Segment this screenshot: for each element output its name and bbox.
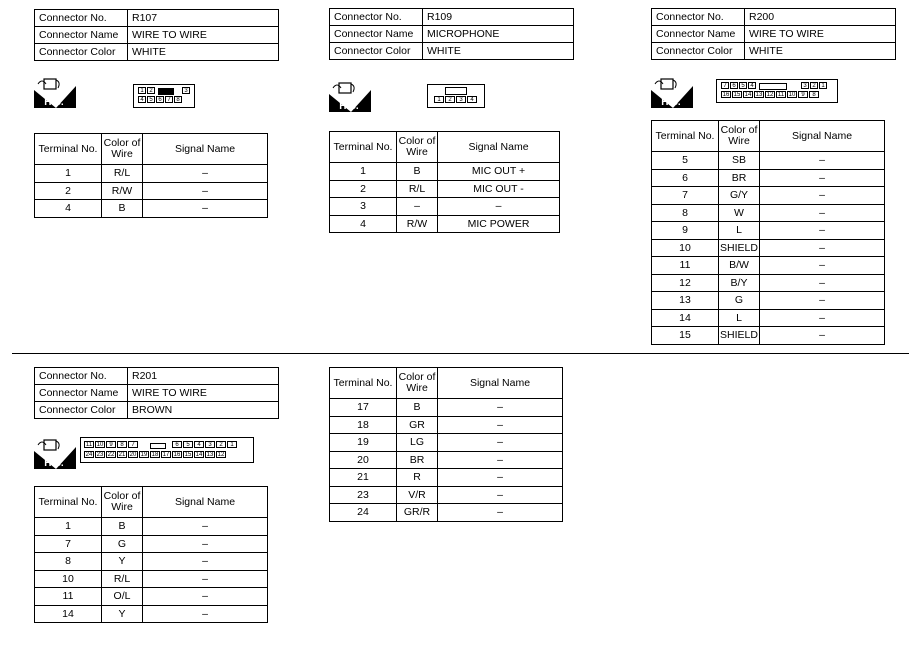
- label-connector-color: Connector Color: [652, 43, 745, 60]
- pin: 11: [85, 442, 93, 448]
- table-row: 24 GR/R –: [330, 504, 563, 522]
- r109-name: MICROPHONE: [423, 26, 574, 43]
- label-connector-no: Connector No.: [35, 368, 128, 385]
- r201-no: R201: [128, 368, 279, 385]
- r201-terminal-table: [34, 486, 268, 623]
- pin: 4: [138, 96, 146, 103]
- pin: 20: [129, 452, 137, 458]
- pin: 4: [467, 96, 477, 103]
- r107-no: R107: [128, 10, 279, 27]
- header-color-of-wire: Color of Wire: [397, 368, 438, 399]
- pin: 10: [788, 92, 796, 98]
- pin: 7: [165, 96, 173, 103]
- header-terminal-no: Terminal No.: [330, 368, 397, 399]
- header-color-of-wire: Color of Wire: [102, 487, 143, 518]
- table-row: 2 R/W –: [35, 182, 268, 200]
- pin: 10: [96, 442, 104, 448]
- table-row: 3 – –: [330, 198, 560, 216]
- r200-connector-view: [716, 79, 838, 103]
- pin: 9: [106, 441, 116, 448]
- r109-terminal-table: [329, 131, 560, 233]
- table-row: 18 GR –: [330, 416, 563, 434]
- label-connector-name: Connector Name: [35, 385, 128, 402]
- r201-color: BROWN: [128, 402, 279, 419]
- label-connector-name: Connector Name: [652, 26, 745, 43]
- table-row: 7 G/Y –: [652, 187, 885, 205]
- r107-info-table: [34, 9, 279, 61]
- table-row: 17 B –: [330, 399, 563, 417]
- table-row: 1 R/L –: [35, 165, 268, 183]
- hand-connector-icon: [651, 76, 693, 108]
- r201-connector-view: [80, 437, 254, 463]
- header-terminal-no: Terminal No.: [330, 132, 397, 163]
- pin: 3: [456, 96, 466, 103]
- pin: 12: [217, 452, 225, 458]
- header-color-of-wire: Color of Wire: [102, 134, 143, 165]
- header-color-of-wire: Color of Wire: [397, 132, 438, 163]
- label-connector-name: Connector Name: [35, 27, 128, 44]
- header-signal-name: Signal Name: [143, 134, 268, 165]
- r107-color: WHITE: [128, 44, 279, 61]
- svg-text:H.S.: H.S.: [339, 101, 359, 112]
- pin: 9: [798, 91, 808, 98]
- pin: 5: [147, 96, 155, 103]
- pin: 3: [205, 441, 215, 448]
- pin: 1: [138, 87, 146, 94]
- r109-connector-view: [427, 84, 485, 108]
- latch: [158, 88, 174, 95]
- latch: [759, 83, 787, 90]
- r201-cont-terminal-table: [329, 367, 563, 522]
- pin: 13: [755, 92, 763, 98]
- svg-text:H.S.: H.S.: [44, 458, 64, 469]
- r200-terminal-table: [651, 120, 885, 345]
- svg-text:H.S.: H.S.: [661, 97, 681, 108]
- r200-color: WHITE: [745, 43, 896, 60]
- header-signal-name: Signal Name: [438, 132, 560, 163]
- pin: 23: [96, 452, 104, 458]
- pin: 7: [721, 82, 729, 89]
- section-divider: [12, 353, 909, 354]
- table-row: 4 B –: [35, 200, 268, 218]
- pin: 24: [85, 452, 93, 458]
- r109-no: R109: [423, 9, 574, 26]
- r107-terminal-table: [34, 133, 268, 218]
- table-row: 23 V/R –: [330, 486, 563, 504]
- hand-connector-icon: [34, 76, 76, 108]
- table-row: 9 L –: [652, 222, 885, 240]
- table-row: 21 R –: [330, 469, 563, 487]
- table-row: 7 G –: [35, 535, 268, 553]
- header-signal-name: Signal Name: [438, 368, 563, 399]
- table-row: 14 Y –: [35, 605, 268, 623]
- table-row: 15 SHIELD –: [652, 327, 885, 345]
- pin: 2: [810, 82, 818, 89]
- table-row: 5 SB –: [652, 152, 885, 170]
- r109-color: WHITE: [423, 43, 574, 60]
- pin: 8: [174, 96, 182, 103]
- pin: 2: [445, 96, 455, 103]
- pin: 16: [722, 92, 730, 98]
- table-row: 4 R/W MIC POWER: [330, 215, 560, 233]
- pin: 8: [809, 91, 819, 98]
- latch: [445, 87, 467, 95]
- pin: 19: [140, 452, 148, 458]
- table-row: 12 B/Y –: [652, 274, 885, 292]
- table-row: 13 G –: [652, 292, 885, 310]
- label-connector-name: Connector Name: [330, 26, 423, 43]
- pin: 4: [748, 82, 756, 89]
- pin: 8: [117, 441, 127, 448]
- r200-info-table: [651, 8, 896, 60]
- header-terminal-no: Terminal No.: [35, 134, 102, 165]
- pin: 21: [118, 452, 126, 458]
- header-terminal-no: Terminal No.: [652, 121, 719, 152]
- header-color-of-wire: Color of Wire: [719, 121, 760, 152]
- r107-connector-view: [133, 84, 195, 108]
- pin: 6: [172, 441, 182, 448]
- label-connector-no: Connector No.: [652, 9, 745, 26]
- table-row: 10 SHIELD –: [652, 239, 885, 257]
- pin: 12: [766, 92, 774, 98]
- pin: 1: [819, 82, 827, 89]
- pin: 14: [195, 452, 203, 458]
- table-row: 6 BR –: [652, 169, 885, 187]
- table-row: 19 LG –: [330, 434, 563, 452]
- label-connector-no: Connector No.: [330, 9, 423, 26]
- pin: 18: [151, 452, 159, 458]
- pin: 5: [183, 441, 193, 448]
- r200-no: R200: [745, 9, 896, 26]
- pin: 1: [434, 96, 444, 103]
- pin: 11: [777, 92, 785, 98]
- header-terminal-no: Terminal No.: [35, 487, 102, 518]
- pin: 6: [730, 82, 738, 89]
- table-row: 1 B –: [35, 518, 268, 536]
- table-row: 2 R/L MIC OUT -: [330, 180, 560, 198]
- hand-connector-icon: [34, 437, 76, 469]
- pin: 6: [156, 96, 164, 103]
- table-row: 11 B/W –: [652, 257, 885, 275]
- r109-info-table: [329, 8, 574, 60]
- pin: 16: [173, 452, 181, 458]
- table-row: 20 BR –: [330, 451, 563, 469]
- label-connector-color: Connector Color: [330, 43, 423, 60]
- pin: 3: [801, 82, 809, 89]
- pin: 2: [216, 441, 226, 448]
- table-row: 8 W –: [652, 204, 885, 222]
- pin: 1: [227, 441, 237, 448]
- pin: 5: [739, 82, 747, 89]
- label-connector-no: Connector No.: [35, 10, 128, 27]
- r107-name: WIRE TO WIRE: [128, 27, 279, 44]
- table-row: 14 L –: [652, 309, 885, 327]
- label-connector-color: Connector Color: [35, 44, 128, 61]
- latch: [150, 443, 166, 449]
- pin: 7: [128, 441, 138, 448]
- pin: 13: [206, 452, 214, 458]
- pin: 17: [162, 452, 170, 458]
- pin: 2: [147, 87, 155, 94]
- pin: 22: [107, 452, 115, 458]
- table-row: 10 R/L –: [35, 570, 268, 588]
- table-row: 11 O/L –: [35, 588, 268, 606]
- pin: 4: [194, 441, 204, 448]
- table-row: 8 Y –: [35, 553, 268, 571]
- pin: 14: [744, 92, 752, 98]
- pin: 15: [184, 452, 192, 458]
- svg-text:H.S.: H.S.: [44, 97, 64, 108]
- table-row: 1 B MIC OUT +: [330, 163, 560, 181]
- pin: 15: [733, 92, 741, 98]
- header-signal-name: Signal Name: [143, 487, 268, 518]
- hand-connector-icon: [329, 80, 371, 112]
- r201-name: WIRE TO WIRE: [128, 385, 279, 402]
- r201-info-table: [34, 367, 279, 419]
- r200-name: WIRE TO WIRE: [745, 26, 896, 43]
- label-connector-color: Connector Color: [35, 402, 128, 419]
- header-signal-name: Signal Name: [760, 121, 885, 152]
- pin: 3: [182, 87, 190, 94]
